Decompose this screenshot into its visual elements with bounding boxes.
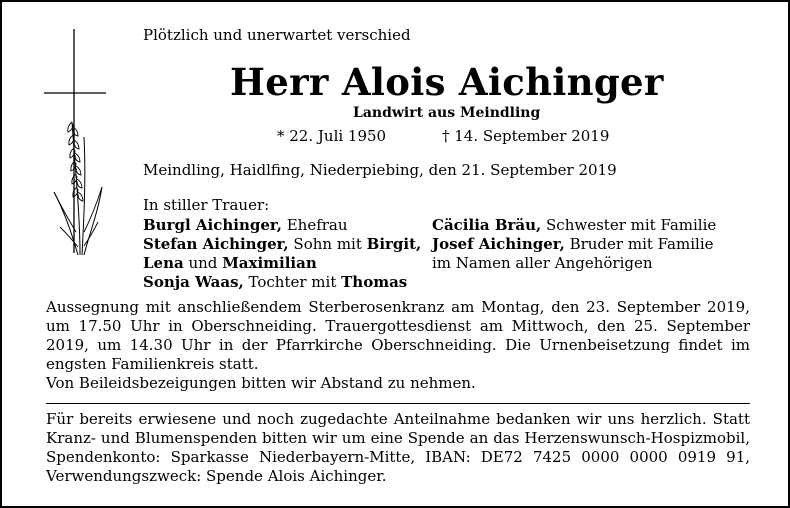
mourners-left-list xyxy=(143,216,421,292)
mourner-relation: und xyxy=(183,254,223,272)
mourner-entry xyxy=(432,254,716,273)
thanks-and-donation: Für bereits erwiesene und noch zugedachte Anteilnahme bedanken wir uns herzlich. Statt Kranz- und Blumenspenden bitten wir um eine Spende an das Herzenswunsch-Hospizmobil, Spendenkonto: Sparkasse Niederbayern-Mitte, IBAN: DE72 7425 0000 0000 0919 91, Verwendungszweck: Spende Alois Aichinger. xyxy=(46,410,750,485)
place-and-date: Meindling, Haidlfing, Niederpiebing, den 21. September 2019 xyxy=(143,161,617,179)
condolence-note: Von Beileidsbezeigungen bitten wir Abstand zu nehmen. xyxy=(46,374,476,392)
deceased-occupation: Landwirt aus Meindling xyxy=(353,105,541,121)
mourner-entry xyxy=(143,235,421,254)
birth-date: * 22. Juli 1950 xyxy=(277,127,387,145)
mourner-relation: Sohn mit xyxy=(288,235,367,253)
mourner-entry xyxy=(432,235,716,254)
mourners-right-list xyxy=(432,216,716,273)
mourner-relation: im Namen aller Angehörigen xyxy=(432,254,653,272)
mourner-name: Sonja Waas, xyxy=(143,273,244,291)
mourner-relation: Tochter mit xyxy=(243,273,342,291)
mourner-relation: Bruder mit Familie xyxy=(564,235,714,253)
mourner-name: Stefan Aichinger, xyxy=(143,235,289,253)
mourner-relation: Ehefrau xyxy=(281,216,348,234)
mourner-entry xyxy=(143,273,421,292)
mourner-name: Birgit, xyxy=(366,235,422,253)
service-text: Aussegnung mit anschließendem Sterberosenkranz am Montag, den 23. September 2019, um 17.50 Uhr in Oberschneiding. Trauergottesdienst am Mittwoch, den 25. September 2019, um 14.30 Uhr in der Pfarrkirche Oberschneiding. Die Urnenbeisetzung findet im engsten Familienkreis statt. xyxy=(46,298,750,373)
mourner-relation: Schwester mit Familie xyxy=(541,216,717,234)
mourner-entry xyxy=(432,216,716,235)
service-info xyxy=(46,298,750,393)
divider xyxy=(46,403,750,404)
deceased-name: Herr Alois Aichinger xyxy=(230,60,664,104)
mourner-name: Thomas xyxy=(341,273,408,291)
mourner-name: Cäcilia Bräu, xyxy=(432,216,542,234)
mourner-entry xyxy=(143,216,421,235)
mourner-name: Lena xyxy=(143,254,184,272)
mourner-entry xyxy=(143,254,421,273)
death-date: † 14. September 2019 xyxy=(442,127,610,145)
mourner-name: Maximilian xyxy=(222,254,317,272)
mourner-name: Josef Aichinger, xyxy=(432,235,565,253)
mourner-name: Burgl Aichinger, xyxy=(143,216,282,234)
mourning-label: In stiller Trauer: xyxy=(143,196,270,214)
intro-line: Plötzlich und unerwartet verschied xyxy=(143,26,411,44)
cross-wheat-icon xyxy=(40,27,120,257)
